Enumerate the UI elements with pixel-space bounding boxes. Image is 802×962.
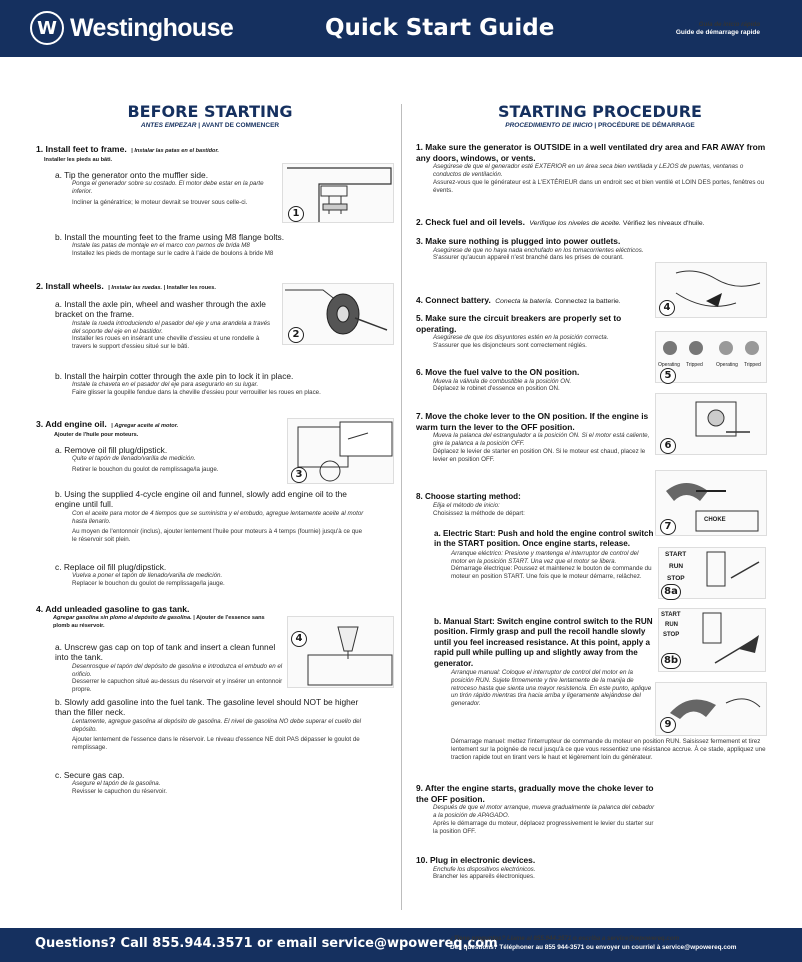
step-3a	[55, 445, 285, 474]
proc-step-6	[416, 367, 656, 393]
step-1-fr: Installer les pieds au bâti.	[44, 157, 113, 163]
proc-step-7	[416, 411, 656, 463]
step-4a-en: a. Unscrew gas cap on top of tank and insert a clean funnel into the tank.	[55, 642, 276, 663]
step-4b-es: Lentamente, agregue gasolina al depósito de gasolina. El nivel de gasolina NO debe superar el cuello del depósito.	[72, 717, 361, 733]
step-1a-fr: Incliner la génératrice; le moteur devrait se trouver sous celle-ci.	[72, 199, 248, 206]
step-4-es: Agregar gasolina sin plomo al depósito de gasolina.	[53, 615, 192, 621]
proc-step-9-fr: Après le démarrage du moteur, déplacez progressivement le levier du starter sur la position OFF.	[433, 819, 654, 835]
breaker-label-4: Tripped	[744, 362, 761, 368]
footer-contact-translations	[450, 935, 736, 952]
figure-r4-number: 4	[659, 300, 675, 316]
step-2b-en: b. Install the hairpin cotter through the axle pin to lock it in place.	[55, 371, 294, 381]
footer-contact: Questions? Call 855.944.3571 or email service@wpowereq.com	[35, 936, 498, 951]
proc-step-4-heading: 4. Connect battery.	[416, 295, 491, 305]
step-2-fr: Installer les roues.	[166, 285, 216, 291]
proc-step-8-fr: Choisissez la méthode de départ:	[433, 510, 525, 518]
proc-step-1-es: Asegúrese de que el generador esté EXTERIOR en un área seca bien ventilada y LEJOS de puertas, ventanas o conductos de ventilación.	[433, 163, 744, 178]
manual-run-label: RUN	[665, 622, 678, 628]
proc-step-6-fr: Déplacez le robinet d'essence en position ON.	[433, 385, 560, 393]
step-3c	[55, 562, 365, 588]
proc-step-3-heading: 3. Make sure nothing is plugged into power outlets.	[416, 236, 621, 246]
step-1a-en: a. Tip the generator onto the muffler side.	[55, 170, 209, 180]
step-3: 3. Add engine oil. | Agregar aceite al motor. Ajouter de l'huile pour moteurs.	[36, 414, 306, 440]
starting-procedure-subtitle: PROCEDIMIENTO DE INICIO | PROCÉDURE DE DÉMARRAGE	[505, 122, 695, 129]
step-4: 4. Add unleaded gasoline to gas tank. Agregar gasolina sin plomo al depósito de gasolina. | Ajouter de l'essence sans plomb au réservoir.	[36, 604, 281, 630]
step-3c-fr: Replacer le bouchon du goulot de remplissage/la jauge.	[72, 580, 225, 588]
proc-step-3-es: Asegúrese de que no haya nada enchufado en los tomacorrientes eléctricos.	[433, 246, 644, 254]
step-2a	[55, 299, 277, 351]
step-4a	[55, 642, 287, 694]
figure-3-oil	[287, 418, 394, 484]
proc-step-7-fr: Déplacez le levier de starter en position ON. Si le moteur est chaud, placez le levier en position OFF.	[433, 447, 646, 463]
step-1a-es: Ponga el generador sobre su costado. El motor debe estar en la parte inferior.	[72, 180, 264, 196]
proc-step-4-fr: Connectez la batterie.	[554, 298, 621, 305]
figure-r8b-manual-start	[658, 608, 766, 672]
step-4b-fr: Ajouter lentement de l'essence dans le réservoir. Le niveau d'essence NE doit PAS dépasser le goulot de remplissage.	[72, 736, 360, 752]
proc-step-8b-fr: Démarrage manuel: mettez l'interrupteur de commande du moteur en position RUN. Saisissez fermement et tirez lentement sur la poignée de recul jusqu'à ce que vous ressentiez une résistance accrue. À ce stade, appliquez une traction rapide tout en tirant vers le haut et légèrement loin du générateur.	[451, 738, 766, 761]
figure-r4-battery	[655, 262, 767, 318]
header-bar	[0, 0, 802, 57]
proc-step-3	[416, 236, 676, 262]
breaker-label-3: Operating	[716, 362, 738, 368]
proc-step-8b-en: b. Manual Start: Switch engine control switch to the RUN position. Firmly grasp and pull the recoil handle slowly until you feel increased resistance. At this point, apply a rapid pull while pulling up and slightly away from the generator.	[434, 617, 653, 668]
proc-step-10	[416, 855, 656, 881]
step-3b-es: Con el aceite para motor de 4 tiempos que se suministra y el embudo, agregue lentamente aceite al motor hasta llenarlo.	[72, 509, 364, 525]
header-subtitle	[676, 21, 760, 38]
before-starting-subtitle: ANTES EMPEZAR | AVANT DE COMMENCER	[140, 122, 280, 129]
step-4c-fr: Revisser le capuchon du réservoir.	[72, 788, 167, 796]
gas-tank-illustration	[288, 617, 395, 689]
proc-step-3-fr: S'assurer qu'aucun appareil n'est branché dans les prises de courant.	[433, 254, 624, 262]
switch-stop-label: STOP	[667, 575, 685, 582]
proc-step-5-heading: 5. Make sure the circuit breakers are properly set to operating.	[416, 313, 622, 334]
proc-step-8	[416, 492, 656, 518]
proc-step-8a	[434, 529, 654, 581]
step-3b-fr: Au moyen de l'entonnoir (inclus), ajouter lentement l'huile pour moteurs à 4 temps (fournie) jusqu'à ce que le réservoir soit plein.	[72, 528, 363, 544]
proc-step-2-fr: Vérifiez les niveaux d'huile.	[622, 220, 705, 227]
step-4b	[55, 697, 373, 752]
figure-r9-choke-off	[655, 682, 767, 736]
step-4c-es: Asegure el tapón de la gasolina.	[72, 780, 161, 788]
step-4c-en: c. Secure gas cap.	[55, 770, 125, 780]
figure-1-mounting-feet	[282, 163, 394, 223]
step-4-heading: 4. Add unleaded gasoline to gas tank.	[36, 604, 190, 614]
figure-r6-fuel-valve	[655, 393, 767, 455]
proc-step-8-es: Elija el método de inicio:	[433, 502, 500, 510]
header-subtitle-fr: Guide de démarrage rapide	[675, 28, 760, 36]
step-2a-fr: Installer les roues en insérant une cheville d'essieu et une rondelle à travers le support d'essieu situé sur le bâti.	[72, 335, 260, 351]
step-2b	[55, 371, 400, 397]
step-4a-fr: Desserrer le capuchon situé au-dessus du réservoir et y insérer un entonnoir propre.	[72, 678, 283, 694]
step-3-es: Agregar aceite al motor.	[114, 423, 179, 429]
step-3-heading: 3. Add engine oil.	[36, 419, 107, 429]
step-3b-en: b. Using the supplied 4-cycle engine oil and funnel, slowly add engine oil to the engine until full.	[55, 489, 347, 510]
step-2b-es: Instale la chaveta en el pasador del eje para asegurarlo en su lugar.	[72, 381, 259, 389]
step-1b-fr: Installez les pieds de montage sur le cadre à l'aide de boulons à bride M8	[72, 250, 274, 258]
figure-r8b-number: 8b	[661, 653, 681, 669]
figure-r7-number: 7	[660, 519, 676, 535]
figure-r8a-number: 8a	[661, 584, 681, 600]
figure-r6-number: 6	[660, 438, 676, 454]
proc-step-5-es: Asegúrese de que los disyuntores estén en la posición correcta.	[433, 334, 609, 342]
proc-step-1	[416, 142, 772, 194]
proc-step-1-fr: Assurez-vous que le générateur est à L'EXTÉRIEUR dans un endroit sec et bien ventilé et LOIN DES portes, fenêtres ou évents.	[433, 178, 765, 194]
page-title: Quick Start Guide	[325, 15, 555, 41]
footer-contact-es: ¿Tiene preguntas? Llame al 855.944.3571 o escriba a service@wpowereq.com	[450, 935, 680, 942]
brand-logo	[30, 11, 233, 45]
step-2-heading: 2. Install wheels.	[36, 281, 104, 291]
westinghouse-w-icon: W	[30, 11, 64, 45]
proc-step-6-es: Mueva la válvula de combustible a la posición ON.	[433, 377, 572, 385]
proc-step-8a-es: Arranque eléctrico: Presione y mantenga el interruptor de control del motor en la posición START. Una vez que el motor se libera.	[451, 549, 639, 565]
figure-r7-choke	[655, 470, 767, 536]
choke-label: CHOKE	[704, 517, 726, 523]
step-3c-es: Vuelva a poner el tapón de llenado/varilla de medición.	[72, 572, 223, 580]
step-4-fr: Ajouter de l'essence sans plomb au réservoir.	[53, 615, 265, 629]
figure-2-wheel	[282, 283, 394, 345]
figure-r8a-electric-start	[658, 547, 766, 599]
step-1a	[55, 170, 280, 207]
step-1: 1. Install feet to frame. | Instalar las patas en el bastidor. Installer les pieds au bâti.	[36, 139, 306, 165]
proc-step-7-es: Mueva la palanca del estrangulador a la posición ON. Si el motor está caliente, gire la palanca a la posición OFF.	[433, 432, 650, 447]
before-starting-title: BEFORE STARTING	[127, 102, 293, 121]
figure-2-number: 2	[288, 327, 304, 343]
step-2-es: Instalar las ruedas.	[111, 285, 163, 291]
step-3a-en: a. Remove oil fill plug/dipstick.	[55, 445, 168, 455]
figure-r9-number: 9	[660, 717, 676, 733]
step-4b-en: b. Slowly add gasoline into the fuel tank. The gasoline level should NOT be higher than the filler neck.	[55, 697, 359, 718]
figure-r5-number: 5	[660, 368, 676, 384]
proc-step-10-fr: Brancher les appareils électroniques.	[433, 873, 535, 881]
proc-step-2-heading: 2. Check fuel and oil levels.	[416, 217, 525, 227]
proc-step-10-es: Enchufe los dispositivos electrónicos.	[433, 865, 536, 873]
step-3b	[55, 489, 365, 544]
proc-step-2-es: Verifique los niveles de aceite.	[529, 220, 621, 227]
step-1b-en: b. Install the mounting feet to the frame using M8 flange bolts.	[55, 232, 285, 242]
step-3c-en: c. Replace oil fill plug/dipstick.	[55, 562, 167, 572]
subtitle-fr: AVANT DE COMMENCER	[201, 122, 280, 129]
proc-step-1-heading: 1. Make sure the generator is OUTSIDE in a well ventilated dry area and FAR AWAY from any doors, windows, or vents.	[416, 142, 766, 163]
proc-step-2	[416, 212, 796, 230]
breaker-label-2: Tripped	[686, 362, 703, 368]
subtitle-fr: PROCÉDURE DE DÉMARRAGE	[597, 122, 695, 129]
step-3-fr: Ajouter de l'huile pour moteurs.	[54, 432, 139, 438]
proc-step-9-heading: 9. After the engine starts, gradually move the choke lever to the OFF position.	[416, 783, 654, 804]
proc-step-8b-fr-block	[451, 738, 769, 761]
proc-step-5	[416, 313, 656, 350]
column-divider	[401, 104, 402, 910]
proc-step-8a-fr: Démarrage électrique: Poussez et maintenez le bouton de commande du moteur en position START. Une fois que le moteur démarre, relâchez.	[451, 565, 652, 581]
proc-step-8b-es: Arranque manual: Coloque el interruptor de control del motor en la posición RUN. Sujete firmemente y tire lentamente de la manija de retroceso hasta que sienta una mayor resistencia. En este punto, aplique un tirón rápido mientras tira hacia arriba y ligeramente alejándose del generador.	[451, 669, 652, 708]
step-3a-fr: Retirer le bouchon du goulot de remplissage/la jauge.	[72, 466, 219, 474]
step-4a-es: Desenrosque el tapón del depósito de gasolina e introduzca el embudo en el orificio.	[72, 662, 283, 678]
subtitle-es: ANTES EMPEZAR	[140, 122, 197, 129]
figure-4-gas-tank	[287, 616, 394, 688]
step-2a-en: a. Install the axle pin, wheel and washer through the axle bracket on the frame.	[55, 299, 266, 320]
figure-3-number: 3	[291, 467, 307, 483]
proc-step-10-heading: 10. Plug in electronic devices.	[416, 855, 536, 865]
step-4c	[55, 770, 355, 796]
breaker-label-1: Operating	[658, 362, 680, 368]
manual-start-label: START	[661, 612, 681, 618]
footer-bar	[0, 928, 802, 962]
step-2b-fr: Faire glisser la goupille fendue dans la cheville d'essieu pour verrouiller les roues en place.	[72, 389, 321, 397]
step-2: 2. Install wheels. | Instalar las ruedas. | Installer les roues.	[36, 281, 216, 291]
proc-step-6-heading: 6. Move the fuel valve to the ON position.	[416, 367, 580, 377]
proc-step-9-es: Después de que el motor arranque, mueva gradualmente la palanca del cebador a la posición de APAGADO.	[433, 804, 655, 819]
starting-procedure-title: STARTING PROCEDURE	[498, 102, 702, 121]
switch-run-label: RUN	[669, 563, 684, 570]
step-1b-es: Instale las patas de montaje en el marco con pernos de brida M8	[72, 242, 250, 250]
figure-r5-breakers	[655, 331, 767, 383]
proc-step-8a-en: a. Electric Start: Push and hold the engine control switch in the START position. Once engine starts, release.	[434, 529, 654, 549]
proc-step-8b	[434, 617, 656, 708]
proc-step-5-fr: S'assurer que les disjoncteurs sont correctement réglés.	[433, 341, 587, 349]
step-1b	[55, 232, 395, 258]
manual-stop-label: STOP	[663, 632, 680, 638]
figure-4-number: 4	[291, 631, 307, 647]
proc-step-4-es: Conecta la batería.	[495, 298, 553, 305]
step-1-es: Instalar las patas en el bastidor.	[134, 148, 219, 154]
proc-step-7-heading: 7. Move the choke lever to the ON position. If the engine is warm turn the lever to the OFF position.	[416, 411, 649, 432]
subtitle-es: PROCEDIMIENTO DE INICIO	[505, 122, 593, 129]
step-2a-es: Instale la rueda introduciendo el pasador del eje y una arandela a través del soporte del eje en el bastidor.	[72, 319, 271, 335]
brand-name: Westinghouse	[70, 13, 234, 42]
proc-step-4	[416, 290, 696, 308]
switch-start-label: START	[665, 551, 687, 558]
figure-1-number: 1	[288, 206, 304, 222]
step-3a-es: Quite el tapón de llenado/varilla de medición.	[72, 455, 196, 463]
header-subtitle-es: Guía de inicio rápido	[698, 21, 760, 28]
proc-step-9	[416, 783, 656, 835]
footer-contact-fr: Des questions? Téléphoner au 855 944-3571 ou envoyer un courriel à service@wpowereq.com	[450, 943, 737, 951]
proc-step-8-heading: 8. Choose starting method:	[416, 492, 521, 501]
step-1-heading: 1. Install feet to frame.	[36, 144, 127, 154]
